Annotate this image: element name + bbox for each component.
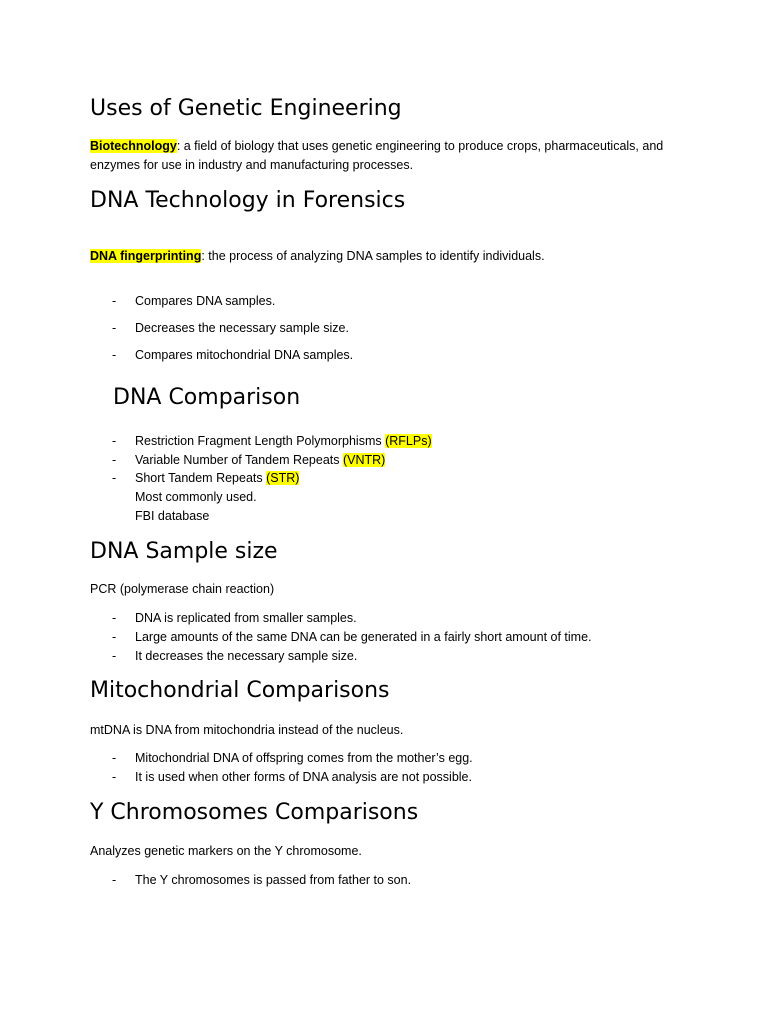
biotechnology-term: Biotechnology <box>90 139 177 153</box>
list-item: It decreases the necessary sample size. <box>135 649 358 663</box>
list-item: Large amounts of the same DNA can be generated in a fairly short amount of time. <box>135 630 592 644</box>
list-item: DNA is replicated from smaller samples. <box>135 611 357 625</box>
list-item: Decreases the necessary sample size. <box>135 321 349 335</box>
list-item: Compares mitochondrial DNA samples. <box>135 348 354 362</box>
pcr-intro: PCR (polymerase chain reaction) <box>90 582 275 596</box>
list-item: Mitochondrial DNA of offspring comes from the mother’s egg. <box>135 751 473 765</box>
bullet-dash: - <box>112 348 117 362</box>
biotech-definition-line2: enzymes for use in industry and manufacturing processes. <box>90 158 414 172</box>
bullet-dash: - <box>112 630 117 644</box>
heading-mito: Mitochondrial Comparisons <box>90 678 390 703</box>
heading-uses: Uses of Genetic Engineering <box>90 96 402 121</box>
fingerprinting-definition: DNA fingerprinting: the process of analyzing DNA samples to identify individuals. <box>90 249 545 263</box>
bullet-dash: - <box>112 751 117 765</box>
list-item: Compares DNA samples. <box>135 294 276 308</box>
list-item: The Y chromosomes is passed from father to son. <box>135 873 412 887</box>
sub-item: FBI database <box>135 509 210 523</box>
bullet-dash: - <box>112 649 117 663</box>
list-item-str: Short Tandem Repeats (STR) <box>135 471 300 485</box>
bullet-dash: - <box>112 294 117 308</box>
bullet-dash: - <box>112 611 117 625</box>
list-item-vntr: Variable Number of Tandem Repeats (VNTR) <box>135 453 386 467</box>
ychrom-intro: Analyzes genetic markers on the Y chromosome. <box>90 844 362 858</box>
bullet-dash: - <box>112 453 117 467</box>
heading-forensics: DNA Technology in Forensics <box>90 188 406 213</box>
bullet-dash: - <box>112 471 117 485</box>
bullet-dash: - <box>112 434 117 448</box>
list-item: It is used when other forms of DNA analysis are not possible. <box>135 770 472 784</box>
dna-fingerprinting-term: DNA fingerprinting <box>90 249 202 263</box>
bullet-dash: - <box>112 873 117 887</box>
mito-intro: mtDNA is DNA from mitochondria instead of the nucleus. <box>90 723 404 737</box>
list-item-rflp: Restriction Fragment Length Polymorphisms (RFLPs) <box>135 434 432 448</box>
sub-item: Most commonly used. <box>135 490 257 504</box>
heading-ychrom: Y Chromosomes Comparisons <box>90 800 419 825</box>
rflp-highlight: (RFLPs) <box>385 434 432 448</box>
heading-comparison: DNA Comparison <box>113 385 301 410</box>
biotech-definition-line1: Biotechnology: a field of biology that uses genetic engineering to produce crops, pharmaceuticals, and <box>90 139 664 153</box>
bullet-dash: - <box>112 321 117 335</box>
vntr-highlight: (VNTR) <box>342 453 386 467</box>
str-highlight: (STR) <box>266 471 300 485</box>
bullet-dash: - <box>112 770 117 784</box>
heading-sample-size: DNA Sample size <box>90 539 278 564</box>
